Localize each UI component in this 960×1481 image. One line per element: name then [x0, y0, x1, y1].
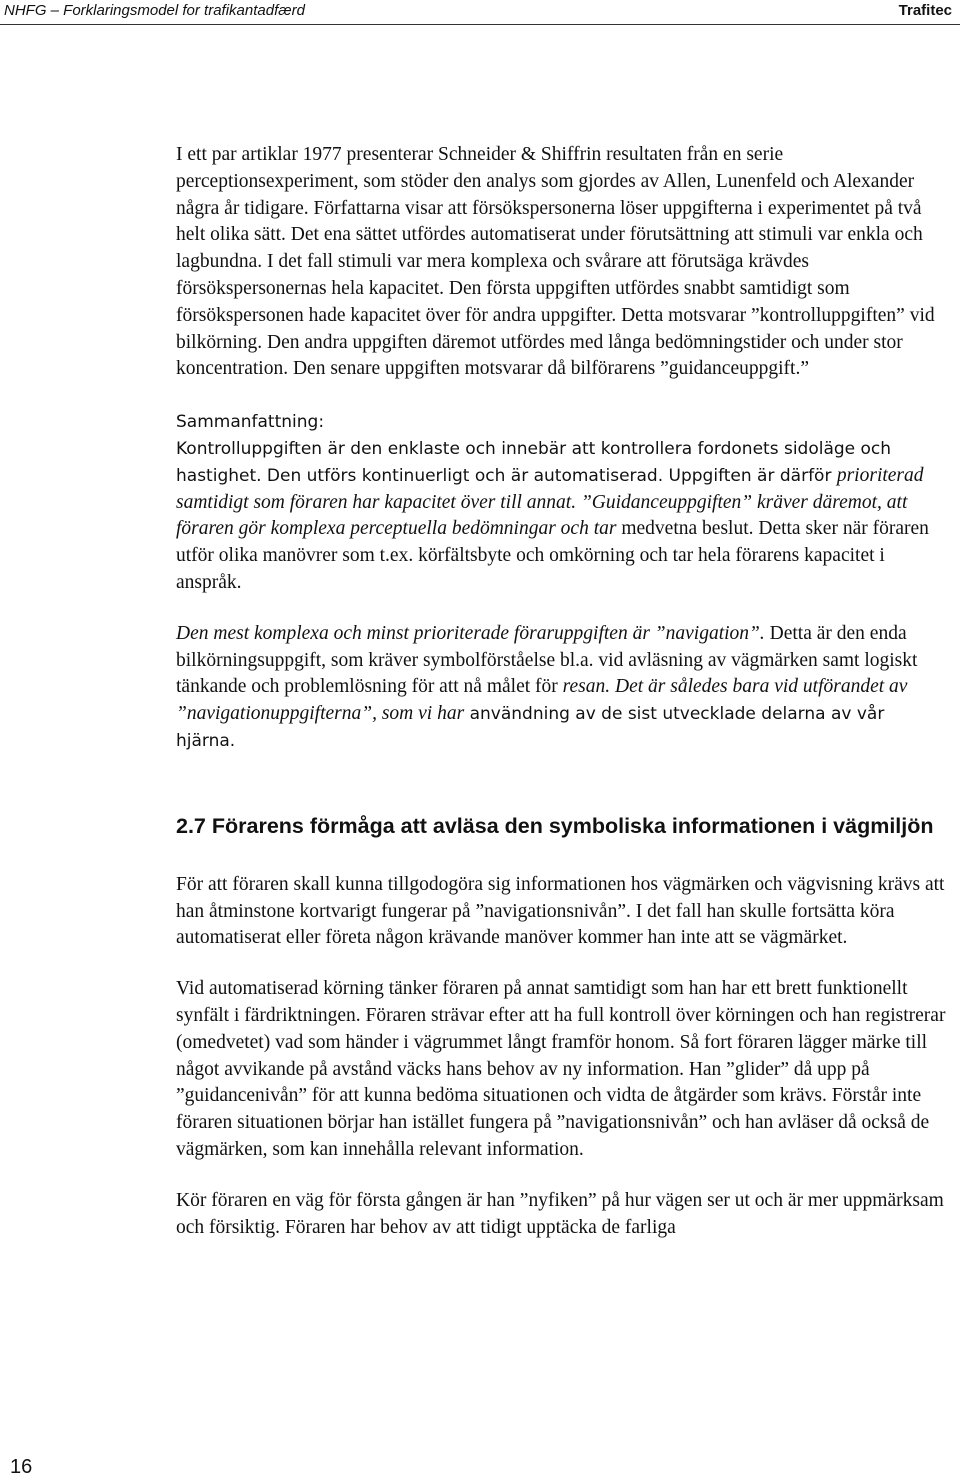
control-task-text: Kontrolluppgiften är den enklaste och innebär att kontrollera fordonets sidoläge och hastighet. Den utförs kontinuerligt och är automatiserad. Uppgiften är därför	[176, 438, 892, 486]
summary-label: Sammanfattning:	[176, 412, 325, 433]
paragraph-control-task	[176, 436, 946, 597]
summary-block	[176, 409, 946, 597]
page-header	[0, 0, 960, 26]
header-divider	[0, 24, 960, 25]
navigation-text-2: användning av de sist utvecklade delarna av vår hjärna.	[176, 704, 885, 751]
guidance-task-italic: prioriterad samtidigt som föraren har kapacitet över till annat. ”Guidanceuppgiften” kräver däremot, att föraren gör komplexa perceptuella bedömningar och tar	[176, 464, 924, 540]
paragraph-automated-driving: Vid automatiserad körning tänker föraren på annat samtidigt som han har ett brett funktionellt synfält i färdriktningen. Föraren strävar efter att ha full kontroll över körningen och han registrerar (omedvetet) vad som händer i vägrummet långt framför honom. Så fort föraren lägger märke till något avvikande på avstånd väcks hans behov av ny information. Han ”glider” då upp på ”guidancenivån” för att kunna bedöma situationen och vidta de åtgärder som krävs. Förstår inte föraren situationen börjar han istället fungera på ”navigationsnivån” och han avläser då också de vägmärken, som kan innehålla relevant information.	[176, 978, 946, 1160]
section-heading-2-7: 2.7 Förarens förmåga att avläsa den symboliska informationen i vägmiljön	[176, 813, 934, 838]
navigation-italic-2: resan. Det är således bara vid utförandet av ”navigationuppgifterna”, som vi har	[176, 676, 908, 725]
navigation-italic-1: Den mest komplexa och minst prioriterade föraruppgiften är ”navigation”.	[176, 622, 765, 644]
header-document-title: NHFG – Forklaringsmodel for trafikantadfærd	[4, 2, 305, 19]
page-body	[176, 142, 946, 1241]
paragraph-symbolic-info: För att föraren skall kunna tillgodogöra sig informationen hos vägmärken och vägvisning krävs att han åtminstone kortvarigt fungerar på ”navigationsnivån”. I det fall han skulle fortsätta köra automatiserat eller företa någon krävande manöver kommer han inte att se vägmärket.	[176, 873, 945, 949]
paragraph-schneider-shiffrin: I ett par artiklar 1977 presenterar Schneider & Shiffrin resultaten från en serie perceptionsexperiment, som stöder den analys som gjordes av Allen, Lunenfeld och Alexander några år tidigare. Författarna visar att försökspersonerna löser uppgifterna i experimentet på två helt olika sätt. Det ena sättet utfördes automatiserat under förutsättning att stimuli var enkla och lagbundna. I det fall stimuli var mera komplexa och svårare att förutsäga krävdes försökspersonernas hela kapacitet. Den första uppgiften utfördes snabbt samtidigt som försökspersonen hade kapacitet över för andra uppgifter. Detta motsvarar ”kontrolluppgiften” vid bilkörning. Den andra uppgiften däremot utfördes med långa bedömningstider och under stor koncentration. Den senare uppgiften motsvarar då bilförarens ”guidanceuppgift.”	[176, 144, 935, 380]
paragraph-navigation	[176, 621, 946, 755]
header-publisher: Trafitec	[898, 2, 952, 19]
page-number: 16	[10, 1456, 33, 1478]
navigation-text-1: Detta är den enda bilkörningsuppgift, som kräver symbolförståelse bl.a. vid avläsning av vägmärken samt logiskt tänkande och problemlösning för att nå målet för	[176, 622, 918, 698]
guidance-task-text: medvetna beslut. Detta sker när föraren utför olika manövrer som t.ex. körfältsbyte och omkörning och tar hela förarens kapacitet i anspråk.	[176, 518, 929, 593]
paragraph-first-time-driver: Kör föraren en väg för första gången är han ”nyfiken” på hur vägen ser ut och är mer uppmärksam och försiktig. Föraren har behov av att tidigt upptäcka de farliga	[176, 1189, 944, 1238]
